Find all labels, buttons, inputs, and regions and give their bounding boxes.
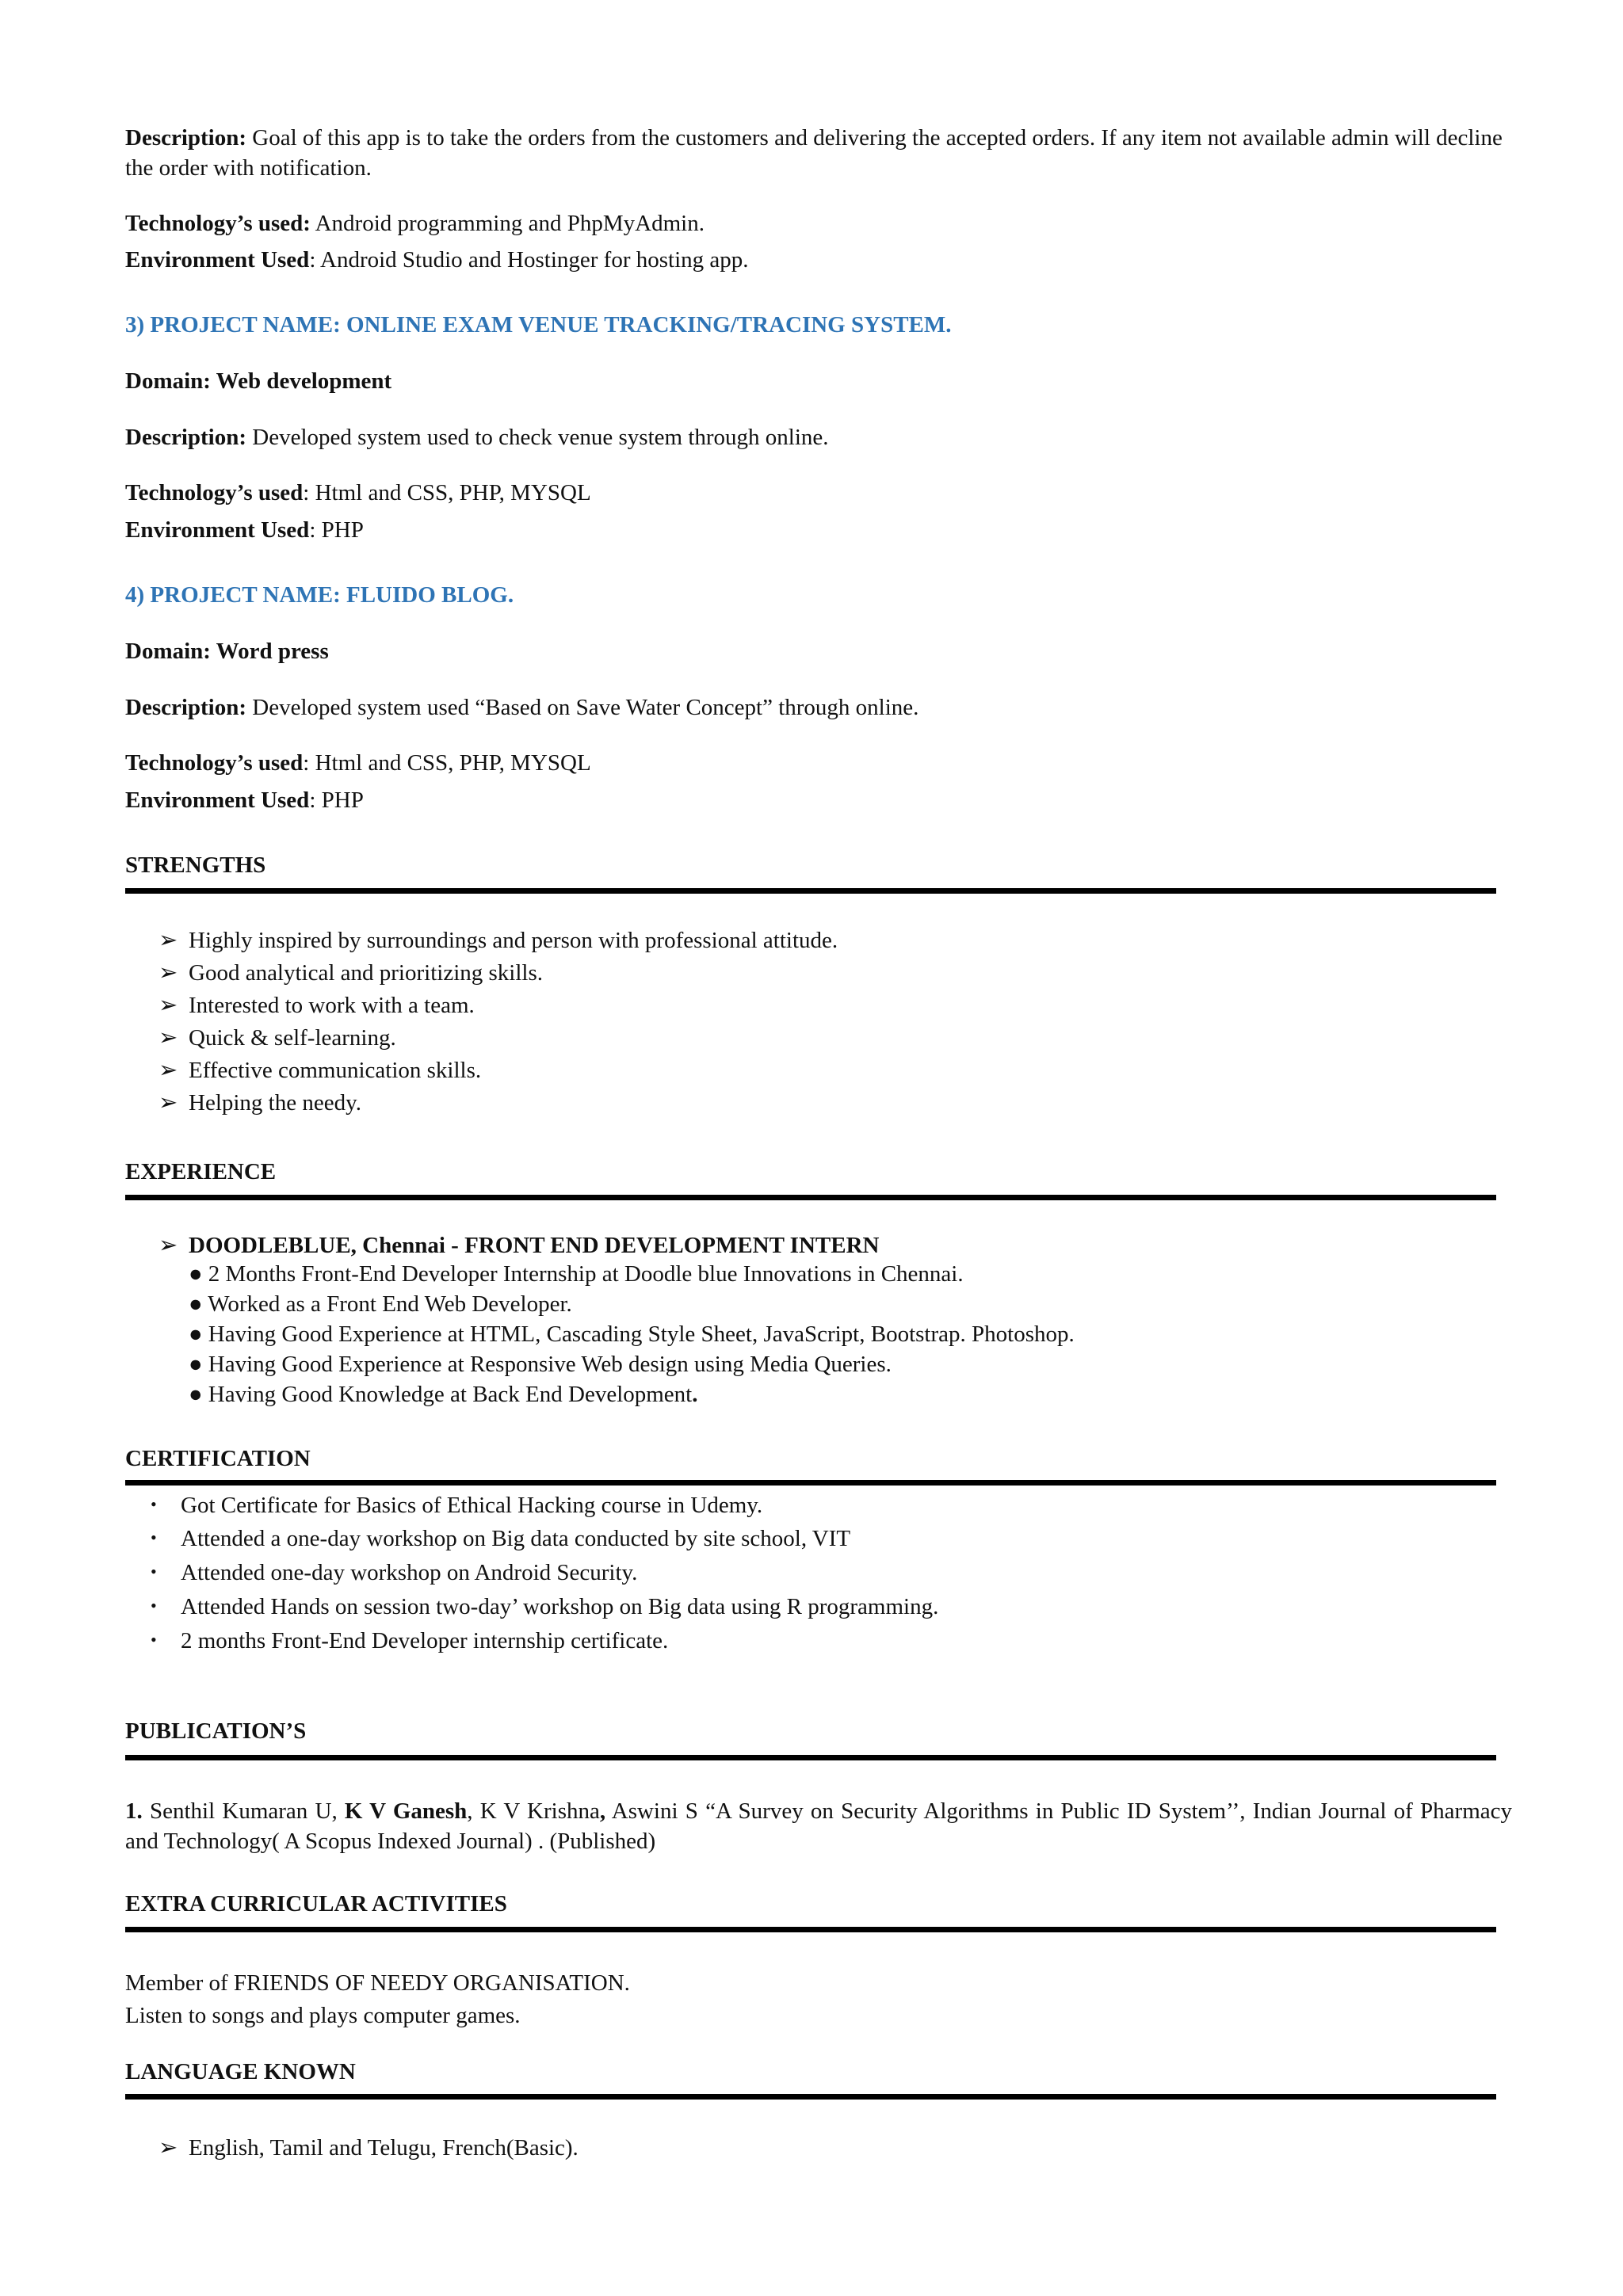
languages-heading [125, 2058, 356, 2088]
experience-heading-text: EXPERIENCE [125, 1159, 277, 1184]
experience-item [189, 1320, 1075, 1350]
project3-technology-text: : Html and CSS, PHP, MYSQL [303, 480, 591, 505]
experience-item-text: Having Good Experience at HTML, Cascading Style Sheet, JavaScript, Bootstrap. Photoshop. [208, 1322, 1075, 1347]
strengths-heading-text: STRENGTHS [125, 852, 266, 878]
publications-heading-text: PUBLICATION’S [125, 1718, 307, 1744]
dot-bullet-icon: ● [189, 1352, 203, 1377]
project4-technology [125, 749, 591, 779]
experience-item-text: Having Good Knowledge at Back End Development [208, 1382, 693, 1407]
project4-description-text: Developed system used “Based on Save Water Concept” through online. [246, 695, 919, 720]
project3-description-label: Description: [125, 425, 247, 450]
arrow-bullet-icon: ➢ [158, 1090, 178, 1116]
extra-heading [125, 1890, 507, 1920]
certification-divider [125, 1480, 1496, 1486]
strength-item-text: Good analytical and prioritizing skills. [189, 960, 543, 986]
strength-item [158, 1056, 481, 1086]
project2-description-text: Goal of this app is to take the orders from the customers and delivering the accepted orders. If any item not available admin will decline the order with notification. [125, 125, 1503, 181]
strength-item [158, 926, 838, 956]
project4-environment-label: Environment Used [125, 788, 310, 813]
project2-description [125, 124, 1512, 183]
project4-environment [125, 786, 364, 816]
project3-environment-text: : PHP [309, 517, 364, 543]
certification-item-text: Attended one-day workshop on Android Security. [181, 1560, 638, 1585]
extra-line: Listen to songs and plays computer games. [125, 2003, 521, 2028]
publications-heading [125, 1717, 306, 1747]
project2-technology-label: Technology’s used: [125, 211, 311, 236]
certification-heading [125, 1444, 311, 1474]
certification-item-text: Attended Hands on session two-day’ workshop on Big data using R programming. [181, 1594, 939, 1619]
publication-number: 1. [125, 1798, 143, 1824]
arrow-bullet-icon: ➢ [158, 1025, 178, 1051]
experience-item-text: Having Good Experience at Responsive Web design using Media Queries. [208, 1352, 892, 1377]
publication-author-highlight: K V Ganesh [344, 1798, 468, 1824]
arrow-bullet-icon: ➢ [158, 993, 178, 1018]
certification-heading-text: CERTIFICATION [125, 1446, 311, 1471]
project4-technology-text: : Html and CSS, PHP, MYSQL [303, 750, 591, 776]
extra-heading-text: EXTRA CURRICULAR ACTIVITIES [125, 1891, 507, 1917]
project3-technology-label: Technology’s used [125, 480, 304, 505]
strength-item-text: Highly inspired by surroundings and person with professional attitude. [189, 928, 838, 953]
experience-item [189, 1350, 892, 1380]
certification-item [151, 1627, 668, 1657]
project4-title: 4) PROJECT NAME: FLUIDO BLOG. [125, 582, 514, 608]
strength-item [158, 991, 475, 1021]
arrow-bullet-icon: ➢ [158, 1058, 178, 1083]
publication-author: , K V Krishna [467, 1798, 600, 1824]
project3-environment-label: Environment Used [125, 517, 310, 543]
project4-description [125, 693, 918, 723]
arrow-bullet-icon: ➢ [158, 960, 178, 986]
project3-title: 3) PROJECT NAME: ONLINE EXAM VENUE TRACKING/TRACING SYSTEM. [125, 312, 952, 338]
publication-author: Senthil Kumaran U, [142, 1798, 345, 1824]
extra-divider [125, 1927, 1496, 1932]
experience-divider [125, 1195, 1496, 1200]
experience-item [189, 1380, 698, 1410]
project3-description-text: Developed system used to check venue system through online. [246, 425, 829, 450]
project3-domain-text: Domain: Web development [125, 368, 392, 394]
strength-item-text: Interested to work with a team. [189, 993, 475, 1018]
project3-technology [125, 479, 591, 509]
certification-item-text: 2 months Front-End Developer internship certificate. [181, 1628, 669, 1653]
publication-entry [125, 1797, 1512, 1856]
project2-technology-text: Android programming and PhpMyAdmin. [310, 211, 705, 236]
strength-item-text: Helping the needy. [189, 1090, 361, 1116]
dot-bullet-icon: ● [189, 1382, 203, 1407]
strength-item [158, 1024, 396, 1054]
project3-environment [125, 516, 364, 546]
experience-item [189, 1260, 964, 1290]
publication-details: Aswini S “A Survey on Security Algorithms in Public ID System’’, Indian Journal of Pharmacy and Technology( A Scopus Indexed Journal) . (Published) [125, 1798, 1512, 1854]
experience-item-text: Worked as a Front End Web Developer. [208, 1291, 572, 1317]
strengths-divider [125, 888, 1496, 894]
dot-bullet-icon: • [151, 1494, 157, 1514]
extra-line: Member of FRIENDS OF NEEDY ORGANISATION. [125, 1970, 630, 1996]
certification-item-text: Got Certificate for Basics of Ethical Hacking course in Udemy. [181, 1493, 763, 1518]
dot-bullet-icon: • [151, 1527, 157, 1547]
arrow-bullet-icon: ➢ [158, 1233, 178, 1258]
certification-item-text: Attended a one-day workshop on Big data conducted by site school, VIT [181, 1526, 851, 1551]
certification-item [151, 1491, 762, 1521]
project4-domain-text: Domain: Word press [125, 639, 329, 664]
experience-title-text: DOODLEBLUE, Chennai - FRONT END DEVELOPMENT INTERN [189, 1233, 880, 1258]
certification-item [151, 1524, 850, 1554]
strength-item [158, 959, 543, 989]
dot-bullet-icon: ● [189, 1261, 203, 1287]
publications-divider [125, 1755, 1496, 1760]
experience-heading [125, 1158, 276, 1188]
strength-item-text: Effective communication skills. [189, 1058, 482, 1083]
strength-item-text: Quick & self-learning. [189, 1025, 396, 1051]
project4-technology-label: Technology’s used [125, 750, 304, 776]
project2-environment-text: : Android Studio and Hostinger for hosting app. [309, 247, 749, 273]
project4-domain [125, 637, 329, 667]
languages-item [158, 2134, 579, 2164]
languages-heading-text: LANGUAGE KNOWN [125, 2059, 356, 2084]
strength-item [158, 1089, 361, 1119]
project3-domain [125, 367, 391, 397]
certification-item [151, 1558, 637, 1589]
project2-description-label: Description: [125, 125, 247, 151]
dot-bullet-icon: ● [189, 1322, 203, 1347]
arrow-bullet-icon: ➢ [158, 928, 178, 953]
languages-item-text: English, Tamil and Telugu, French(Basic). [189, 2135, 579, 2161]
experience-title [158, 1231, 880, 1261]
project2-environment [125, 246, 749, 276]
dot-bullet-icon: • [151, 1630, 157, 1650]
dot-bullet-icon: ● [189, 1291, 203, 1317]
dot-bullet-icon: • [151, 1562, 157, 1581]
project4-environment-text: : PHP [309, 788, 364, 813]
project2-technology [125, 209, 705, 239]
certification-item [151, 1592, 938, 1623]
dot-bullet-icon: • [151, 1596, 157, 1615]
languages-divider [125, 2094, 1496, 2100]
project4-description-label: Description: [125, 695, 247, 720]
project3-description [125, 423, 829, 453]
project2-environment-label: Environment Used [125, 247, 310, 273]
experience-item [189, 1290, 572, 1320]
experience-item-period: . [692, 1382, 698, 1407]
publication-separator: , [599, 1798, 606, 1824]
strengths-heading [125, 851, 265, 881]
arrow-bullet-icon: ➢ [158, 2135, 178, 2161]
experience-item-text: 2 Months Front-End Developer Internship at Doodle blue Innovations in Chennai. [208, 1261, 964, 1287]
